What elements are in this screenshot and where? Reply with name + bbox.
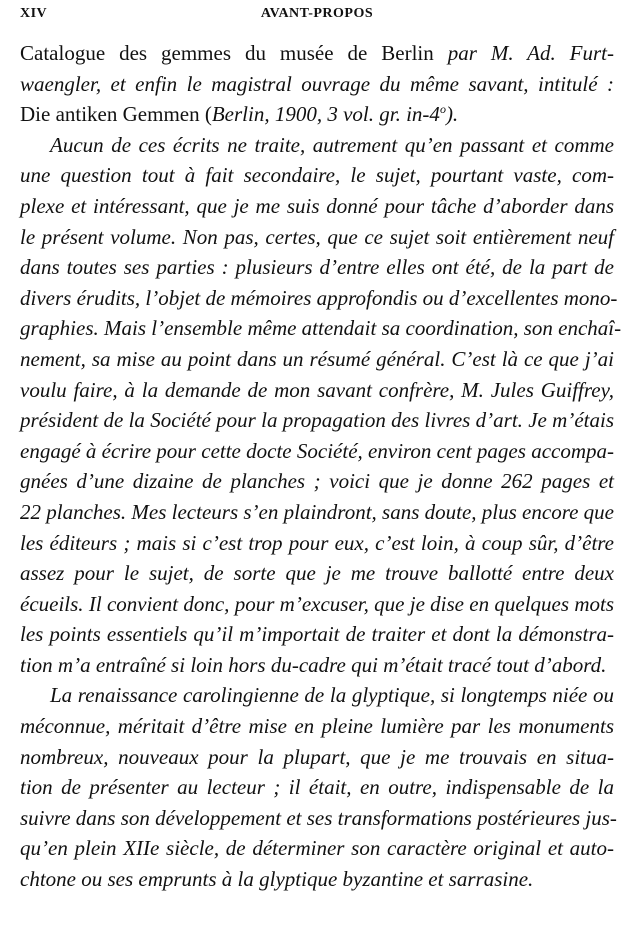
- text-run: par M. Ad. Furt-: [447, 41, 614, 65]
- text-run: Berlin, 1900, 3 vol. gr. in-4: [211, 102, 440, 127]
- text-run: Die antiken Gemmen (: [20, 102, 212, 127]
- page-number: XIV: [20, 6, 48, 21]
- text-run: waengler, et enfin le magistral ouvrage du même savant, intitulé :: [20, 71, 614, 96]
- text-line: qu’en plein XIIe siècle, de déterminer son caractère original et auto-: [20, 836, 614, 861]
- text-line: divers érudits, l’objet de mémoires approfondis ou d’excellentes mono-: [20, 285, 618, 310]
- intro-block: [20, 38, 614, 130]
- text-line: gnées d’une dizaine de planches ; voici que je donne 262 pages et: [20, 469, 614, 494]
- text-line: tion m’a entraîné si loin hors du-cadre qui m’était tracé tout d’abord.: [20, 652, 607, 677]
- text-line: tion de présenter au lecteur ; il était, en outre, indispensable de la: [20, 775, 614, 800]
- text-line: [20, 38, 614, 69]
- text-line: une question tout à fait secondaire, le sujet, pourtant vaste, com-: [20, 163, 614, 188]
- text-line: plexe et intéressant, que je me suis donné pour tâche d’aborder dans: [20, 193, 614, 218]
- running-header: [20, 6, 614, 28]
- page-body: [20, 38, 622, 895]
- text-line: président de la Société pour la propagation des livres d’art. Je m’étais: [20, 408, 614, 433]
- text-line: graphies. Mais l’ensemble même attendait sa coordination, son enchaî-: [20, 316, 622, 341]
- text-line: voulu faire, à la demande de mon savant confrère, M. Jules Guiffrey,: [20, 377, 614, 402]
- text-line: suivre dans son développement et ses transformations postérieures jus-: [20, 805, 617, 830]
- text-line: le présent volume. Non pas, certes, que ce sujet soit entièrement neuf: [20, 224, 614, 249]
- text-line: 22 planches. Mes lecteurs s’en plaindront, sans doute, plus encore que: [20, 499, 614, 524]
- text-line: chtone ou ses emprunts à la glyptique byzantine et sarrasine.: [20, 867, 534, 892]
- text-line: Aucun de ces écrits ne traite, autrement qu’en passant et comme: [50, 132, 614, 157]
- running-title: AVANT-PROPOS: [260, 6, 374, 21]
- text-line: les points essentiels qu’il m’importait de traiter et dont la démonstra-: [20, 622, 614, 647]
- text-run: ).: [445, 102, 459, 127]
- text-run: Catalogue des gemmes du musée de Berlin: [20, 41, 448, 65]
- text-line: [20, 69, 614, 100]
- text-line: écueils. Il convient donc, pour m’excuser, que je dise en quelques mots: [20, 591, 614, 616]
- text-line: engagé à écrire pour cette docte Société, environ cent pages accompa-: [20, 438, 614, 463]
- paragraph-2: [20, 680, 617, 894]
- text-line: nombreux, nouveaux pour la plupart, que je me trouvais en situa-: [20, 744, 614, 769]
- text-line: nement, sa mise au point dans un résumé général. C’est là ce que j’ai: [20, 346, 614, 371]
- text-line: [20, 99, 614, 130]
- text-line: assez pour le sujet, de sorte que je me trouve ballotté entre deux: [20, 561, 614, 586]
- text-run: o: [439, 102, 446, 117]
- text-line: La renaissance carolingienne de la glyptique, si longtemps niée ou: [50, 683, 614, 708]
- text-line: dans toutes ses parties : plusieurs d’entre elles ont été, de la part de: [20, 255, 614, 280]
- text-line: les éditeurs ; mais si c’est trop pour eux, c’est loin, à coup sûr, d’être: [20, 530, 614, 555]
- text-line: méconnue, méritait d’être mise en pleine lumière par les monuments: [20, 714, 614, 739]
- paragraph-1: [20, 130, 622, 681]
